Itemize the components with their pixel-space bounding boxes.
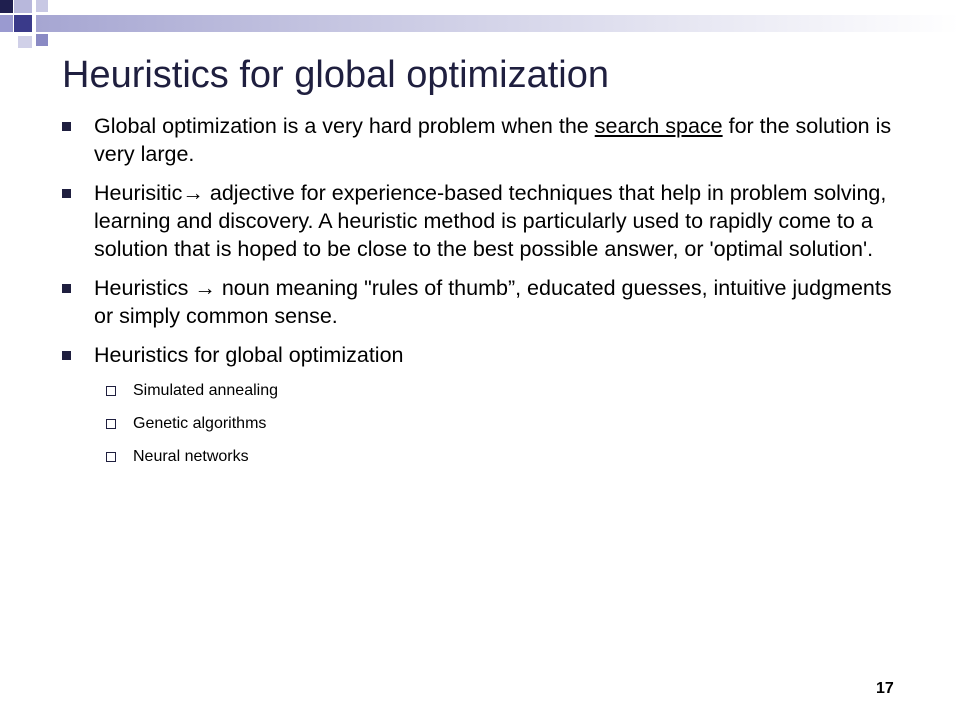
- bullet-text: Heuristics for global optimization: [94, 343, 404, 367]
- bullet-text: for the solution is very large.: [94, 114, 892, 166]
- bullet-text: Heurisitic: [94, 181, 183, 205]
- decor-square: [0, 0, 13, 13]
- sub-item: [0, 413, 900, 435]
- bullet-text: adjective for experience-based techniques that help in problem solving, learning and discovery. A heuristic method is particularly used to rapidly come to a solution that is hoped to be close to the best possible answer, or 'optimal solution'.: [94, 181, 887, 261]
- sub-item-text: Genetic algorithms: [133, 415, 267, 432]
- decor-square: [18, 36, 32, 48]
- arrow-icon: →: [194, 276, 216, 300]
- bullet-text: Global optimization is a very hard problem when the: [94, 114, 595, 138]
- page-number: 17: [876, 680, 894, 697]
- hollow-square-bullet-icon: [106, 452, 116, 462]
- bullet-item: [0, 179, 900, 263]
- decor-square: [14, 0, 32, 13]
- header-gradient-bar: [36, 15, 960, 32]
- decor-square: [0, 15, 13, 32]
- slide-content: [0, 112, 900, 479]
- hollow-square-bullet-icon: [106, 386, 116, 396]
- sub-item: [0, 380, 900, 402]
- slide-title: Heuristics for global optimization: [62, 54, 610, 96]
- decor-square: [36, 34, 48, 46]
- bullet-item: [0, 112, 900, 168]
- sub-list: [0, 380, 900, 468]
- sub-item-text: Simulated annealing: [133, 382, 278, 399]
- decor-square: [14, 15, 32, 32]
- decor-square: [36, 0, 48, 12]
- arrow-icon: →: [182, 181, 204, 205]
- bullet-item: [0, 341, 900, 369]
- square-bullet-icon: [62, 122, 71, 131]
- bullet-text: Heuristics: [94, 276, 195, 300]
- bullet-text: noun meaning "rules of thumb”, educated guesses, intuitive judgments or simply common sense.: [94, 276, 892, 328]
- bullet-item: [0, 274, 900, 330]
- square-bullet-icon: [62, 189, 71, 198]
- search-space-link[interactable]: search space: [594, 114, 723, 138]
- square-bullet-icon: [62, 284, 71, 293]
- hollow-square-bullet-icon: [106, 419, 116, 429]
- square-bullet-icon: [62, 351, 71, 360]
- sub-item-text: Neural networks: [133, 448, 249, 465]
- sub-item: [0, 446, 900, 468]
